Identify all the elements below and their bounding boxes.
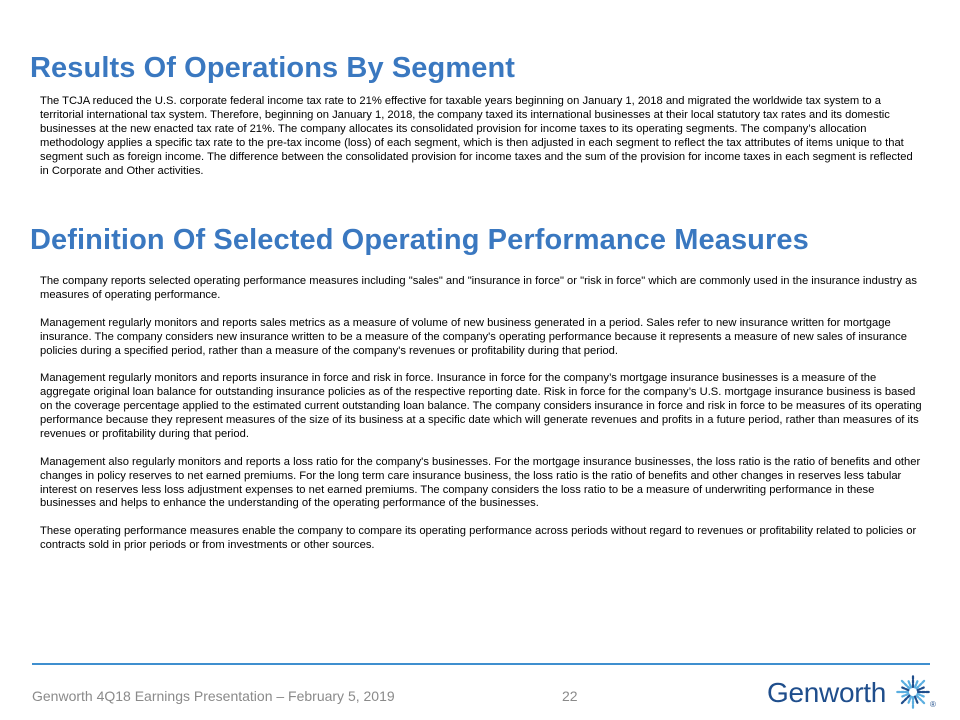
results-paragraph: The TCJA reduced the U.S. corporate federal income tax rate to 21% effective for taxable years beginning on January 1, 2018 and migrated the worldwide tax system to a territorial international tax system. Therefore, beginning on January 1, 2018, the company taxed its international businesses at their local statutory tax rates and its domestic businesses at the new enacted tax rate of 21%. The company allocates its consolidated provision for income taxes to its operating segments. The company’s allocation methodology applies a specific tax rate to the pre-tax income (loss) of each segment, which is then adjusted in each segment to reflect the tax attributes of items unique to that segment such as foreign income. The difference between the consolidated provision for income taxes and the sum of the provision for income taxes in each segment is reflected in Corporate and Other activities. [40,95,913,177]
definitions-paragraph: Management also regularly monitors and reports a loss ratio for the company's businesses. For the mortgage insurance businesses, the loss ratio is the ratio of benefits and other changes in policy reserves to net earned premiums. For the long term care insurance business, the loss ratio is the ratio of benefits and other changes in reserves less tabular interest on reserves less loss adjustment expenses to net earned premiums. The company considers the loss ratio to be a measure of underwriting performance in these businesses and helps to enhance the understanding of the operating performance of the businesses. [40,455,921,510]
logo-wordmark: Genworth [767,677,886,708]
section-title-definitions: Definition Of Selected Operating Performance Measures [30,224,809,256]
registered-mark: ® [930,700,936,709]
definitions-paragraph: Management regularly monitors and reports insurance in force and risk in force. Insurance in force for the company’s mortgage insurance businesses is a measure of the aggregate original loan balance for outstanding insurance policies as of the respective reporting date. Risk in force for the company’s U.S. mortgage insurance business is based on the coverage percentage applied to the estimated current outstanding loan balance. The company considers insurance in force and risk in force to be measures of its operating performance because they represent measures of the size of its business at a specific date which will generate revenues and profits in a future period, rather than measures of its revenues or profitability during that period. [40,372,922,440]
definitions-body [40,275,924,567]
footer-divider [32,663,930,665]
definitions-paragraph: Management regularly monitors and reports sales metrics as a measure of volume of new business generated in a period. Sales refer to new insurance written for mortgage insurance. The company considers new insurance written to be a measure of the company's operating performance because it represents a measure of new sales of insurance policies during a specified period, rather than a measure of the company's revenues or profitability during that period. [40,316,907,357]
genworth-logo [767,672,947,716]
definitions-paragraph: The company reports selected operating performance measures including "sales" and "insurance in force" or "risk in force" which are commonly used in the insurance industry as measures of operating performance. [40,275,917,301]
section-title-results: Results Of Operations By Segment [30,52,516,84]
genworth-starburst-icon [889,672,939,716]
footer-presentation-label: Genworth 4Q18 Earnings Presentation – February 5, 2019 [32,688,395,704]
definitions-paragraph: These operating performance measures enable the company to compare its operating performance across periods without regard to revenues or profitability related to policies or contracts sold in prior periods or from investments or other sources. [40,525,917,552]
page-number: 22 [562,688,578,704]
